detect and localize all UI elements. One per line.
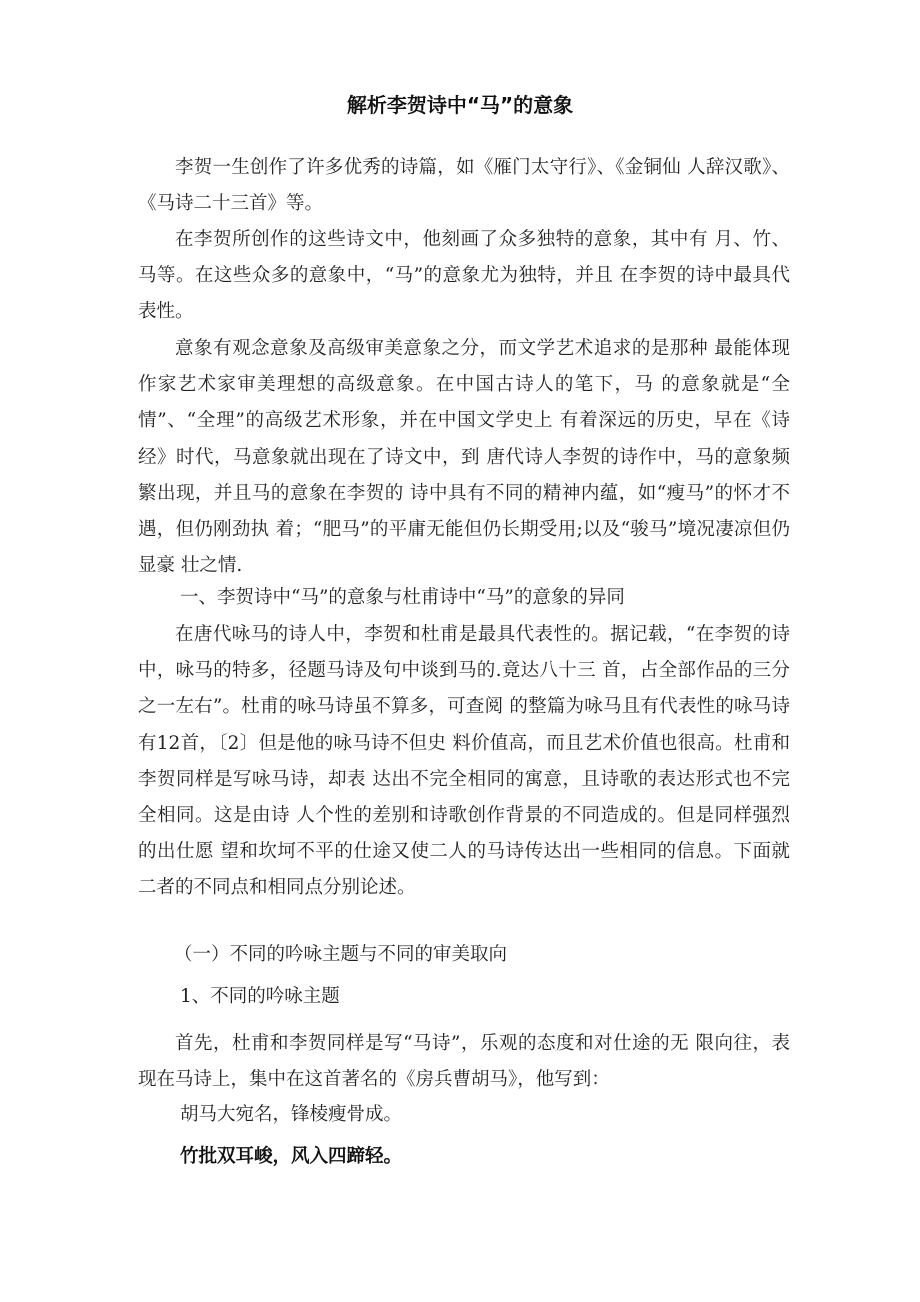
document-title: 解析李贺诗中“马”的意象	[346, 93, 574, 117]
intro-paragraph-1: 李贺一生创作了许多优秀的诗篇，如《雁门太守行》、《金铜仙 人辞汉歌》、《马诗二十三首》等。	[138, 157, 790, 215]
subheading-1: （一）不同的吟咏主题与不同的审美取向	[174, 944, 508, 965]
subheading-2: 1、不同的吟咏主题	[180, 986, 340, 1007]
intro-paragraph-2: 在李贺所创作的这些诗文中，他刻画了众多独特的意象，其中有 月、竹、马等。在这些众多的意象中，“马”的意象尤为独特，并且 在李贺的诗中最具代表性。	[138, 229, 790, 323]
poem-line-2: 竹批双耳峻，风入四蹄轻。	[180, 1146, 403, 1167]
section-paragraph-1: 在唐代咏马的诗人中，李贺和杜甫是最具代表性的。据记载，“在李贺的诗中，咏马的特多，径题马诗及句中谈到马的.竟达八十三 首，占全部作品的三分之一左右”。杜甫的咏马诗虽不算多，可查阅 的整篇为咏马且有代表性的咏马诗有12首，〔2〕但是他的咏马诗不但史 料价值高，而且艺术价值也很高。杜甫和李贺同样是写咏马诗，却表 达出不完全相同的寓意，且诗歌的表达形式也不完全相同。这是由诗 人个性的差别和诗歌创作背景的不同造成的。但是同样强烈的出仕愿 望和坎坷不平的仕途又使二人的马诗传达出一些相同的信息。下面就 二者的不同点和相同点分别论述。	[138, 624, 790, 899]
poem-line-1: 胡马大宛名，锋棱瘦骨成。	[180, 1104, 403, 1125]
intro-paragraph-3: 意象有观念意象及高级审美意象之分，而文学艺术追求的是那种 最能体现作家艺术家审美理想的高级意象。在中国古诗人的笔下，马 的意象就是“全情”、“全理”的高级艺术形象，并在中国文学史上 有着深远的历史，早在《诗经》时代，马意象就出现在了诗文中，到 唐代诗人李贺的诗作中，马的意象频繁出现，并且马的意象在李贺的 诗中具有不同的精神内蕴，如“瘦马”的怀才不遇，但仍刚劲执 着；“肥马”的平庸无能但仍长期受用;以及“骏马”境况凄凉但仍显豪 壮之情.	[138, 338, 790, 577]
section-paragraph-2: 首先，杜甫和李贺同样是写“马诗”，乐观的态度和对仕途的无 限向往，表现在马诗上，集中在这首著名的《房兵曹胡马》，他写到：	[138, 1033, 790, 1091]
section-heading-1: 一、李贺诗中“马”的意象与杜甫诗中“马”的意象的异同	[180, 587, 625, 608]
